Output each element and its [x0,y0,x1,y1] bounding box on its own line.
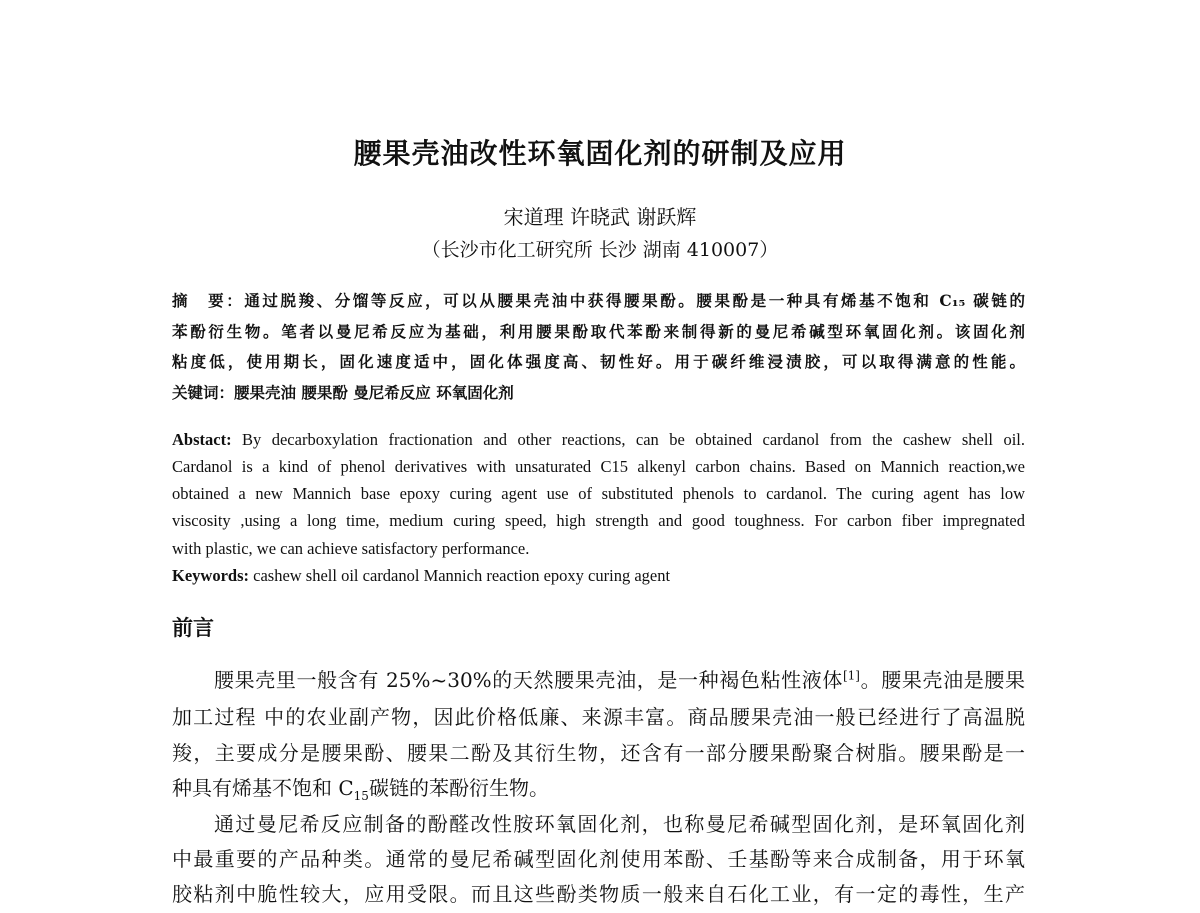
body-line: 通过曼尼希反应制备的酚醛改性胺环氧固化剂，也称曼尼希碱型固化剂，是环氧固化剂 [214,812,1025,836]
paper-title: 腰果壳油改性环氧固化剂的研制及应用 [353,137,847,170]
body-text-span: 碳链的苯酚衍生物。 [368,776,549,800]
abstract-en-line: viscosity ,using a long time, medium curing speed, high strength and good toughness. For carbon fiber impregnated [172,511,1025,530]
abstract-zh-line [172,289,1025,311]
keywords-zh [172,381,1025,403]
affiliation: （长沙市化工研究所 长沙 湖南 410007） [421,239,779,261]
keywords-en-text: cashew shell oil cardanol Mannich reaction epoxy curing agent [253,566,671,585]
body-line: 中最重要的产品种类。通常的曼尼希碱型固化剂使用苯酚、壬基酚等来合成制备，用于环氧 [172,847,1025,871]
abstract-en-text: By decarboxylation fractionation and other reactions, can be obtained cardanol from the cashew shell oil. [242,430,1025,449]
body-line [172,772,1025,803]
body-text-span: 腰果壳里一般含有 25%~30%的天然腰果壳油，是一种褐色粘性液体 [214,668,843,692]
keywords-en [172,566,1025,588]
abstract-en-line [172,430,1025,452]
citation: [1] [842,668,860,683]
abstract-en-line: with plastic, we can achieve satisfactory performance. [172,539,530,558]
abstract-zh-label: 摘 要： [172,291,245,310]
body-text-span: 。腰果壳油是腰果 [859,668,1025,692]
keywords-en-label: Keywords: [172,566,249,585]
keywords-zh-label: 关键词： [172,383,235,402]
abstract-en-label: Abstact: [172,430,232,449]
keywords-zh-text: 腰果壳油 腰果酚 曼尼希反应 环氧固化剂 [234,383,514,402]
subscript: 15 [353,789,369,803]
body-line: 加工过程 中的农业副产物，因此价格低廉、来源丰富。商品腰果壳油一般已经进行了高温脱 [172,705,1025,729]
section-heading: 前言 [172,615,214,640]
abstract-zh-line: 粘度低，使用期长，固化速度适中，固化体强度高、韧性好。用于碳纤维浸渍胶，可以取得满意的性能。 [172,352,1025,371]
abstract-zh-line: 苯酚衍生物。笔者以曼尼希反应为基础，利用腰果酚取代苯酚来制得新的曼尼希碱型环氧固化剂。该固化剂 [172,322,1025,341]
authors: 宋道理 许晓武 谢跃辉 [503,205,697,229]
body-line [214,664,1025,692]
body-line: 羧，主要成分是腰果酚、腰果二酚及其衍生物，还含有一部分腰果酚聚合树脂。腰果酚是一 [172,741,1025,765]
abstract-zh-text: 通过脱羧、分馏等反应，可以从腰果壳油中获得腰果酚。腰果酚是一种具有烯基不饱和 C₁₅ 碳链的 [244,291,1025,310]
body-text-span: 种具有烯基不饱和 C [172,776,354,800]
abstract-en-line: Cardanol is a kind of phenol derivatives with unsaturated C15 alkenyl carbon chains. Based on Mannich reaction,we [172,457,1025,476]
abstract-en-line: obtained a new Mannich base epoxy curing agent use of substituted phenols to cardanol. The curing agent has low [172,484,1025,503]
body-line: 胶粘剂中脆性较大，应用受限。而且这些酚类物质一般来自石化工业，有一定的毒性，生产 [172,882,1025,906]
